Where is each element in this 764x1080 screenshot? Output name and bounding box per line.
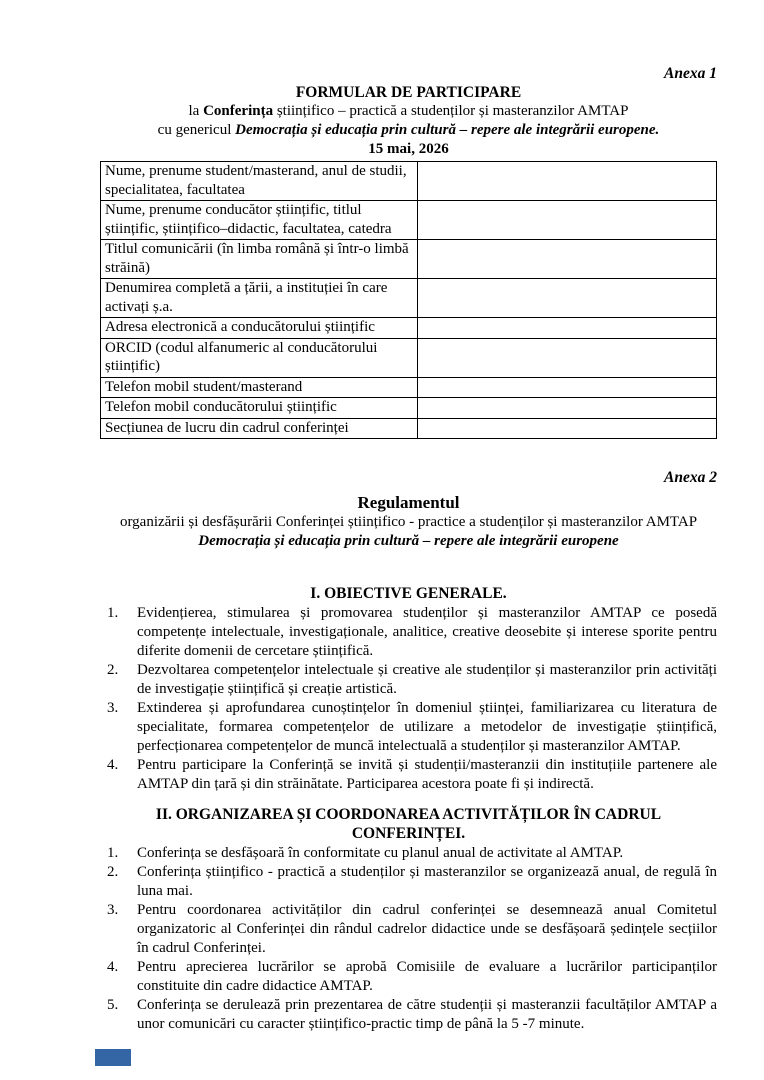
form-value-cell[interactable] [418, 338, 717, 377]
table-row [101, 418, 717, 439]
list-item [100, 756, 717, 794]
table-row [101, 279, 717, 318]
list-item-number: 2. [107, 864, 119, 880]
regulament-motto: Democrația și educația prin cultură – repere ale integrării europene [198, 533, 619, 549]
list-item-text: Evidențierea, stimularea și promovarea studenților și masteranzilor AMTAP ce posedă competențe intelectuale, investigaționale, analitice, creative deosebite și interese sporite pentru diferite domenii de cercetare științifică. [137, 605, 717, 659]
table-row [101, 338, 717, 377]
form-row-label: Denumirea completă a țării, a instituției în care activați ș.a. [101, 279, 418, 318]
list-item [100, 844, 717, 863]
list-item [100, 996, 717, 1034]
form-value-cell[interactable] [418, 201, 717, 240]
form-row-label: ORCID (codul alfanumeric al conducătorului științific) [101, 338, 418, 377]
form-value-cell[interactable] [418, 279, 717, 318]
generic-prefix: cu genericul [157, 122, 236, 138]
list-item-text: Extinderea și aprofundarea cunoștințelor în domeniul științei, familiarizarea cu literatura de specialitate, formarea competențelor de utilizare a metodelor de investigație științifică, perfecționarea competențelor de muncă intelectuală a studenților și masteranzilor AMTAP. [137, 700, 717, 754]
form-row-label: Nume, prenume student/masterand, anul de studii, specialitatea, facultatea [101, 162, 418, 201]
list-item-text: Pentru aprecierea lucrărilor se aprobă Comisiile de evaluare a lucrărilor participanților constituite din cadre didactice AMTAP. [137, 959, 717, 994]
form-row-label: Nume, prenume conducător științific, titlul științific, științifico–didactic, facultatea, catedra [101, 201, 418, 240]
subtitle-conference-name: Conferința [203, 103, 274, 119]
list-item-text: Pentru coordonarea activităților din cadrul conferinței se desemnează anual Comitetul organizatoric al Conferinței din rândul cadrelor didactice unde se desfășoară ședințele secțiilor în cadrul Conferinței. [137, 902, 717, 956]
form-row-label: Secțiunea de lucru din cadrul conferinței [101, 418, 418, 439]
list-item [100, 863, 717, 901]
list-item-text: Conferința se desfășoară în conformitate cu planul anual de activitate al AMTAP. [137, 845, 624, 861]
form-value-cell[interactable] [418, 240, 717, 279]
list-item-number: 5. [107, 997, 119, 1013]
anexa1-label: Anexa 1 [664, 65, 717, 82]
list-item-number: 1. [107, 845, 119, 861]
blue-marker [95, 1049, 131, 1066]
form-row-label: Telefon mobil student/masterand [101, 377, 418, 398]
list-item-text: Pentru participare la Conferință se invită și studenții/masteranzii din instituțiile partenere ale AMTAP din țară și din străinătate. Participarea acestora poate fi și indirectă. [137, 757, 717, 792]
list-item-text: Conferința științifico - practică a studenților și masteranzilor se organizează anual, de regulă în luna mai. [137, 864, 717, 899]
table-row [101, 318, 717, 339]
form-value-cell[interactable] [418, 398, 717, 419]
table-row [101, 377, 717, 398]
form-subtitle [100, 102, 717, 121]
section2-list [100, 844, 717, 1034]
list-item-number: 2. [107, 662, 119, 678]
subtitle-prefix: la [188, 103, 204, 119]
list-item-text: Dezvoltarea competențelor intelectuale și creative ale studenților și masteranzilor prin activități de investigație științifică și creație artistică. [137, 662, 717, 697]
list-item-number: 4. [107, 757, 119, 773]
table-row [101, 240, 717, 279]
regulament-title: Regulamentul [357, 493, 460, 512]
form-value-cell[interactable] [418, 318, 717, 339]
list-item [100, 901, 717, 958]
table-row [101, 162, 717, 201]
list-item-number: 1. [107, 605, 119, 621]
subtitle-rest: științifico – practică a studenților și masteranzilor AMTAP [273, 103, 629, 119]
table-row [101, 398, 717, 419]
list-item [100, 699, 717, 756]
anexa2-label: Anexa 2 [664, 469, 717, 486]
form-row-label: Telefon mobil conducătorului științific [101, 398, 418, 419]
form-value-cell[interactable] [418, 418, 717, 439]
section2-heading: II. ORGANIZAREA ȘI COORDONAREA ACTIVITĂȚILOR ÎN CADRUL CONFERINȚEI. [155, 806, 662, 842]
list-item [100, 661, 717, 699]
generic-title: Democrația și educația prin cultură – repere ale integrării europene. [235, 122, 660, 138]
list-item-number: 3. [107, 700, 119, 716]
list-item [100, 604, 717, 661]
form-row-label: Adresa electronică a conducătorului științific [101, 318, 418, 339]
regulament-subtitle: organizării și desfășurării Conferinței științifico - practice a studenților și masteranzilor AMTAP [119, 514, 698, 530]
section1-heading: I. OBIECTIVE GENERALE. [310, 585, 507, 602]
list-item-number: 4. [107, 959, 119, 975]
form-date: 15 mai, 2026 [368, 141, 449, 157]
form-title: FORMULAR DE PARTICIPARE [295, 84, 522, 101]
section1-list [100, 604, 717, 794]
table-row [101, 201, 717, 240]
form-row-label: Titlul comunicării (în limba română și într-o limbă străină) [101, 240, 418, 279]
form-value-cell[interactable] [418, 377, 717, 398]
form-value-cell[interactable] [418, 162, 717, 201]
list-item-text: Conferința se derulează prin prezentarea de către studenții și masteranzii facultăților AMTAP a unor comunicări cu caracter științifico-practic timp de până la 5 -7 minute. [137, 997, 717, 1032]
list-item [100, 958, 717, 996]
list-item-number: 3. [107, 902, 119, 918]
form-table [100, 161, 717, 439]
form-generic-line [100, 121, 717, 140]
